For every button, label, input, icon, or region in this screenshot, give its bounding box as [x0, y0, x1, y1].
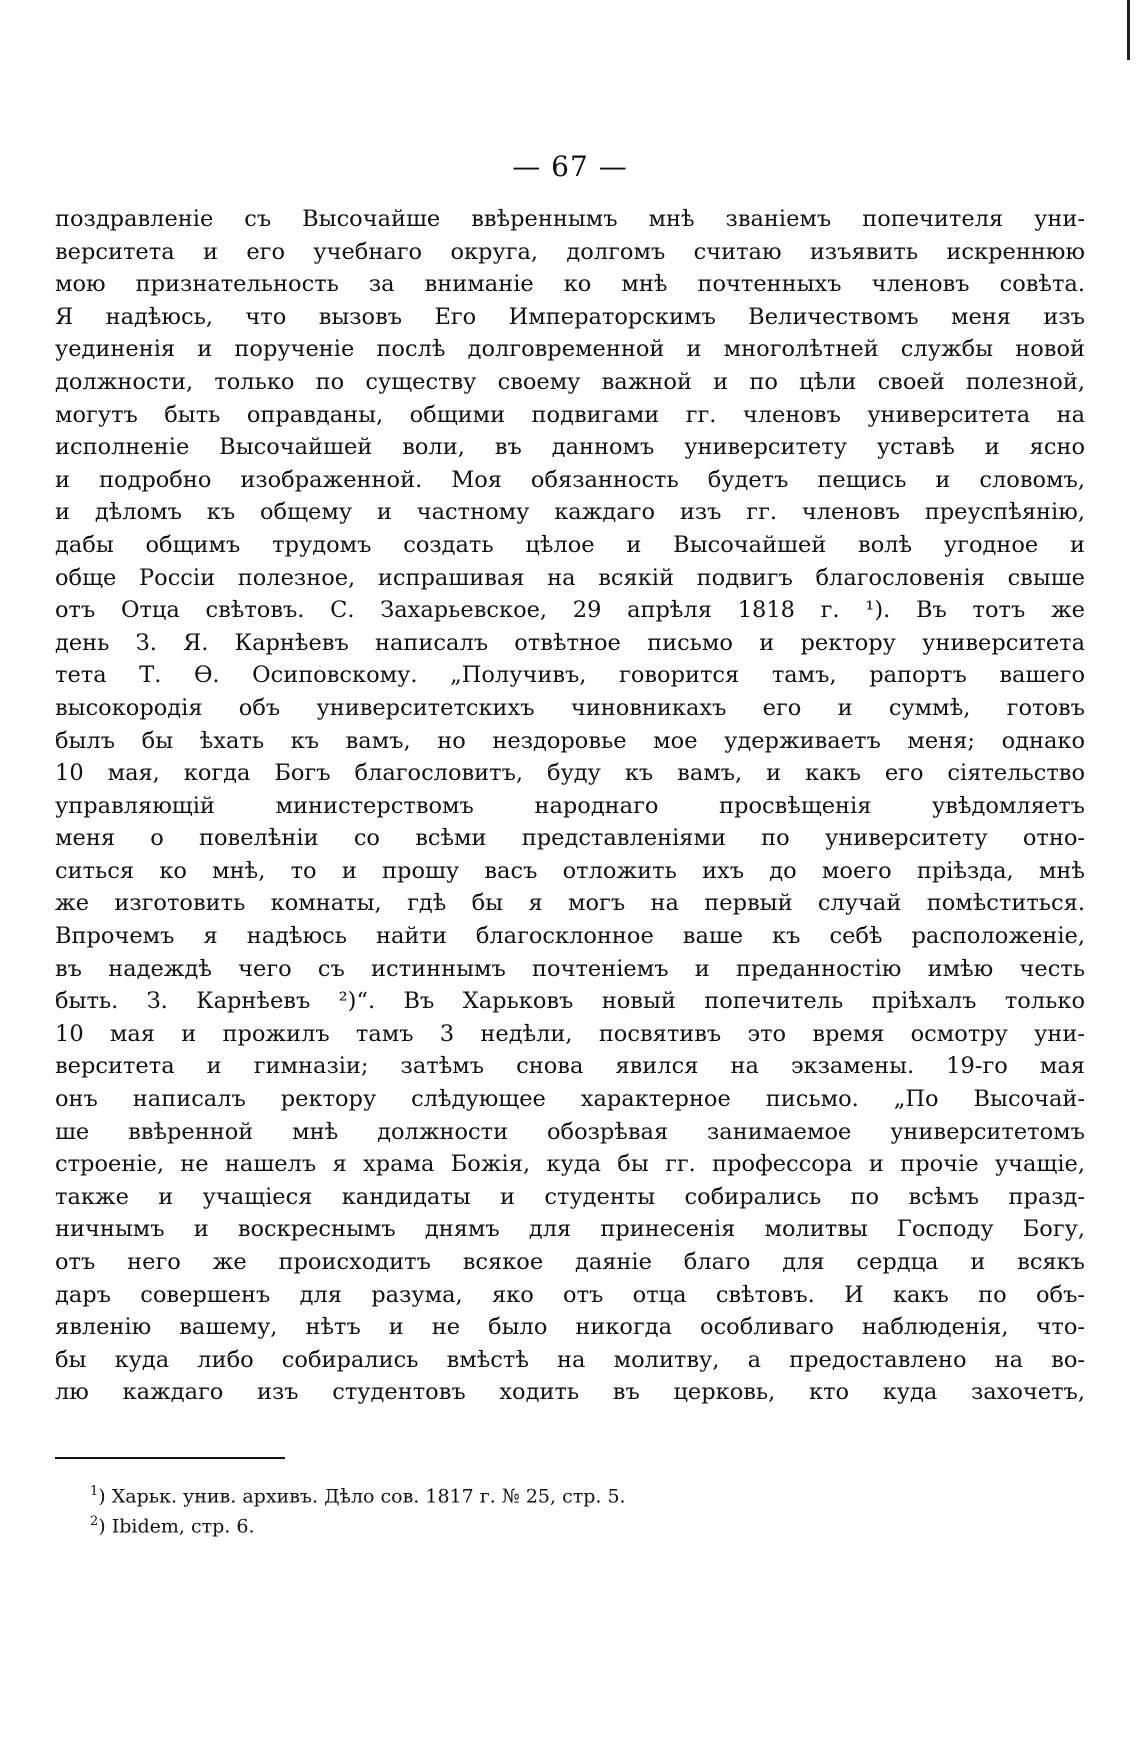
text-line: отъ него же происходитъ всякое даяніе благо для сердца и всякъ: [55, 1249, 1085, 1275]
footnote-2: [90, 1507, 790, 1537]
page-number: — 67 —: [512, 150, 628, 183]
text-line: ничнымъ и воскреснымъ днямъ для принесенія молитвы Господу Богу,: [55, 1216, 1085, 1243]
footnote-marker: 2: [90, 1514, 99, 1529]
text-line: могутъ быть оправданы, общими подвигами гг. членовъ университета на: [55, 401, 1085, 428]
text-line: онъ написалъ ректору слѣдующее характерное письмо. „По Высочай-: [55, 1086, 1085, 1113]
text-line: верситета и гимназіи; затѣмъ снова явился на экзамены. 19-го мая: [55, 1053, 1085, 1080]
text-line: дабы общимъ трудомъ создать цѣлое и Высочайшей волѣ угодное и: [55, 531, 1085, 558]
text-line: поздравленіе съ Высочайше ввѣреннымъ мнѣ званіемъ попечителя уни-: [55, 206, 1085, 232]
text-line: управляющій министерствомъ народнаго просвѣщенія увѣдомляетъ: [55, 792, 1085, 819]
text-line: уединенія и порученіе послѣ долговременной и многолѣтней службы новой: [55, 336, 1085, 363]
text-line: даръ совершенъ для разума, яко отъ отца свѣтовъ. И какъ по объ-: [55, 1281, 1085, 1308]
body-text: [55, 203, 1085, 1409]
text-line: строеніе, не нашелъ я храма Божія, куда бы гг. профессора и прочіе учащіе,: [55, 1151, 1085, 1178]
text-line: обще Россіи полезное, испрашивая на всякій подвигъ благословенія свыше: [55, 564, 1085, 591]
text-line: ше ввѣренной мнѣ должности обозрѣвая занимаемое университетомъ: [55, 1118, 1085, 1145]
text-line: высокородія объ университетскихъ чиновникахъ его и суммѣ, готовъ: [55, 694, 1085, 721]
text-line: въ надеждѣ чего съ истиннымъ почтеніемъ и преданностію имѣю честь: [55, 955, 1085, 982]
text-line: же изготовить комнаты, гдѣ бы я могъ на первый случай помѣститься.: [55, 890, 1085, 917]
text-line: мою признательность за вниманіе ко мнѣ почтенныхъ членовъ совѣта.: [55, 271, 1085, 298]
text-line: Впрочемъ я надѣюсь найти благосклонное ваше къ себѣ расположеніе,: [55, 923, 1085, 950]
footnote-marker: 1: [90, 1484, 99, 1499]
text-line: также и учащіеся кандидаты и студенты собирались по всѣмъ празд-: [55, 1183, 1085, 1210]
footnote-1: [90, 1477, 790, 1507]
footnote-text: ) Ibidem, стр. 6.: [98, 1515, 255, 1538]
text-line: тета Т. Ѳ. Осиповскому. „Получивъ, говорится тамъ, рапортъ вашего: [55, 662, 1085, 689]
text-line: явленію вашему, нѣтъ и не было никогда особливаго наблюденія, что-: [55, 1314, 1085, 1341]
text-line: должности, только по существу своему важной и по цѣли своей полезной,: [55, 368, 1085, 395]
page-edge-line: [1127, 0, 1130, 60]
footnote-text: ) Харьк. унив. архивъ. Дѣло сов. 1817 г. № 25, стр. 5.: [98, 1485, 626, 1508]
text-line: 10 мая, когда Богъ благословитъ, буду къ вамъ, и какъ его сіятельство: [55, 760, 1085, 787]
text-line: и дѣломъ къ общему и частному каждаго изъ гг. членовъ преуспѣянію,: [55, 499, 1085, 526]
text-line: Я надѣюсь, что вызовъ Его Императорскимъ Величествомъ меня изъ: [55, 303, 1085, 330]
text-line: и подробно изображенной. Моя обязанность будетъ пещись и словомъ,: [55, 466, 1085, 493]
text-line: былъ бы ѣхать къ вамъ, но нездоровье мое удерживаетъ меня; однако: [55, 727, 1085, 754]
text-line: бы куда либо собирались вмѣстѣ на молитву, а предоставлено на во-: [55, 1346, 1085, 1373]
text-line: 10 мая и прожилъ тамъ 3 недѣли, посвятивъ это время осмотру уни-: [55, 1020, 1085, 1047]
text-line: день З. Я. Карнѣевъ написалъ отвѣтное письмо и ректору университета: [55, 629, 1085, 656]
text-line: отъ Отца свѣтовъ. С. Захарьевское, 29 апрѣля 1818 г. ¹). Въ тотъ же: [55, 597, 1085, 624]
text-line: меня о повелѣніи со всѣми представленіями по университету отно-: [55, 825, 1085, 852]
text-line: исполненіе Высочайшей воли, въ данномъ университету уставѣ и ясно: [55, 434, 1085, 461]
text-line: ситься ко мнѣ, то и прошу васъ отложить ихъ до моего пріѣзда, мнѣ: [55, 857, 1085, 884]
text-line: быть. З. Карнѣевъ ²)“. Въ Харьковъ новый попечитель пріѣхалъ только: [55, 988, 1085, 1015]
footnote-separator: [55, 1457, 285, 1459]
text-line: верситета и его учебнаго округа, долгомъ считаю изъявить искреннюю: [55, 238, 1085, 265]
footnotes: [90, 1477, 790, 1537]
text-line: лю каждаго изъ студентовъ ходить въ церковь, кто куда захочетъ,: [55, 1379, 1085, 1406]
